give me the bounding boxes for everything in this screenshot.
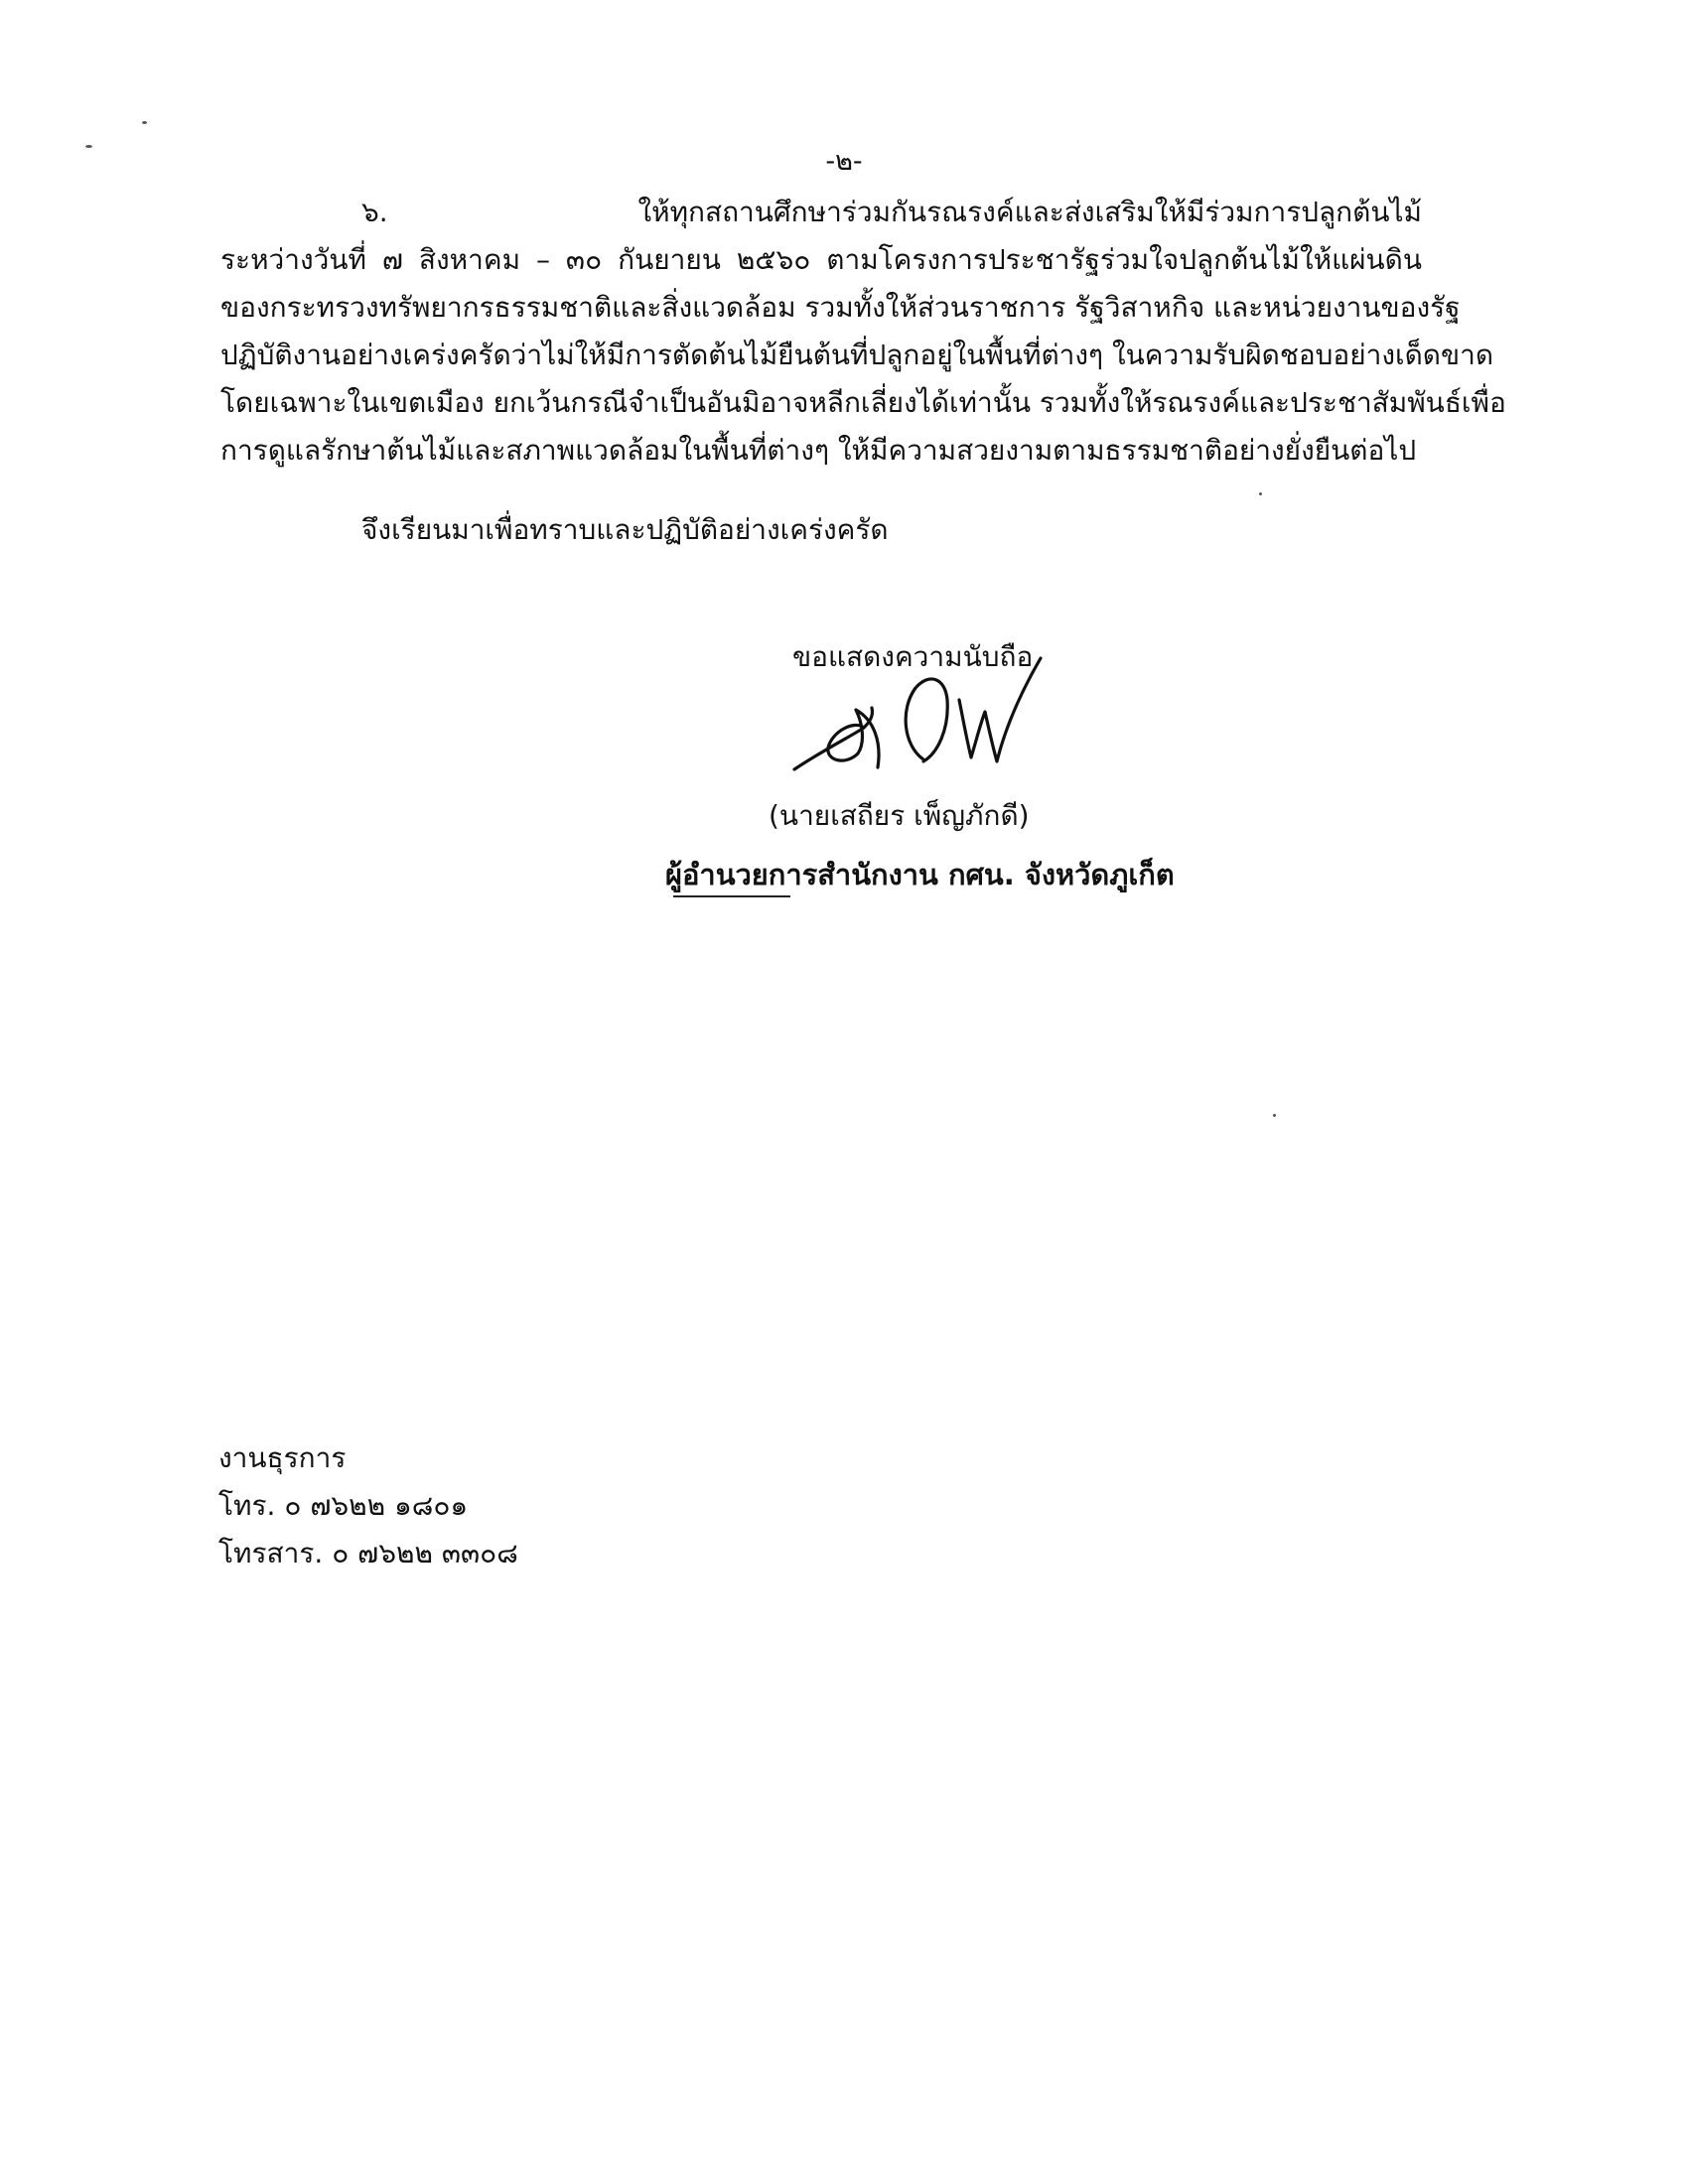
closing-sentence: จึงเรียนมาเพื่อทราบและปฏิบัติอย่างเคร่งครัด <box>361 513 889 546</box>
signer-name: (นายเสถียร เพ็ญภักดี) <box>769 799 1030 832</box>
paragraph-line: ระหว่างวันที่ ๗ สิงหาคม – ๓๐ กันยายน ๒๕๖๐ ตามโครงการประชารัฐร่วมใจปลูกต้นไม้ให้แผ่นดิน <box>220 243 1422 276</box>
page-number: -๒- <box>825 146 863 177</box>
scan-speck <box>142 121 147 124</box>
contact-department: งานธุรการ <box>218 1441 347 1474</box>
contact-phone: โทร. ๐ ๗๖๒๒ ๑๘๐๑ <box>218 1489 469 1522</box>
scan-speck <box>1273 1114 1276 1117</box>
body-paragraph <box>220 189 1506 475</box>
paragraph-line: ๖. ให้ทุกสถานศึกษาร่วมกันรณรงค์และส่งเสริมให้มีร่วมการปลูกต้นไม้ <box>361 196 1422 228</box>
underline-mark <box>673 895 790 897</box>
signer-title: ผู้อำนวยการสำนักงาน กศน. จังหวัดภูเก็ต <box>665 858 1175 891</box>
scan-speck <box>1259 492 1262 495</box>
handwritten-signature <box>784 650 1062 789</box>
paragraph-line: ของกระทรวงทรัพยากรธรรมชาติและสิ่งแวดล้อม รวมทั้งให้ส่วนราชการ รัฐวิสาหกิจ และหน่วยงานของรัฐ <box>220 291 1461 324</box>
paragraph-line: การดูแลรักษาต้นไม้และสภาพแวดล้อมในพื้นที่ต่างๆ ให้มีความสวยงามตามธรรมชาติอย่างยั่งยืนต่อไป <box>220 434 1417 467</box>
contact-fax: โทรสาร. ๐ ๗๖๒๒ ๓๓๐๘ <box>218 1537 518 1570</box>
contact-block <box>218 1434 518 1577</box>
regards-text: ขอแสดงความนับถือ <box>792 640 1034 673</box>
paragraph-line: โดยเฉพาะในเขตเมือง ยกเว้นกรณีจำเป็นอันมิอาจหลีกเลี่ยงได้เท่านั้น รวมทั้งให้รณรงค์และประชาสัมพันธ์เพื่อ <box>220 386 1506 419</box>
paragraph-line: ปฏิบัติงานอย่างเคร่งครัดว่าไม่ให้มีการตัดต้นไม้ยืนต้นที่ปลูกอยู่ในพื้นที่ต่างๆ ในความรับผิดชอบอย่างเด็ดขาด <box>220 339 1494 371</box>
